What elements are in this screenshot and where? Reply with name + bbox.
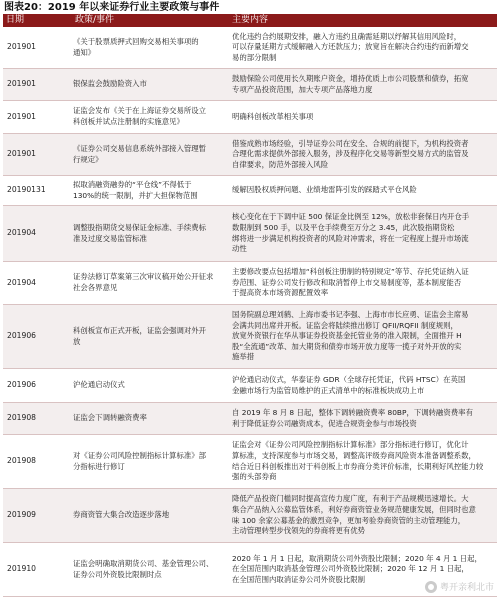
row-policy: 沪伦通启动仪式 [73,380,125,390]
table-row [3,262,497,305]
row-date: 201908 [7,413,36,423]
row-policy: 对《证券公司风险控制指标计算标准》部 分指标进行修订 [73,450,207,471]
row-date: 201901 [7,42,36,52]
row-date: 201909 [7,510,36,520]
row-policy: 券商资管大集合改造逐步落地 [73,510,170,520]
table-header [3,14,497,27]
row-content: 主要修改要点包括增加“科创板注册制的特别规定”等节、存托凭证纳入证 券范围、证券公司发行修改和取消暂停上市交易制度等，基本制度能否 于提高资本市场资源配置效率 [232,267,469,298]
table-row [3,101,497,134]
row-content: 鼓励保险公司使用长久期账户资金，增持优质上市公司股票和债券，拓宽 专项产品投资范围，加大专项产品落地力度 [232,73,469,94]
row-policy: 调整股指期货交易保证金标准、手续费标 准及过度交易监管标准 [73,222,207,243]
row-content: 明确科创板改革相关事项 [232,111,314,121]
header-date: 日期 [6,15,25,25]
row-policy: 证监会下调转融资费率 [73,413,147,423]
table-row [3,403,497,435]
row-content: 自 2019 年 8 月 8 日起，整体下调转融资费率 80BP，下调转融资费率有 利于降低证券公司融资成本，促进合规资金参与市场投资 [232,407,473,428]
row-policy: 拟取消融资融券的“平仓线”不得低于 130%的统一限制，并扩大担保物范围 [73,179,198,200]
row-date: 201910 [7,564,36,574]
table-row [3,435,497,489]
row-content: 缓解因股权质押问题、业绩地雷阵引发的踩踏式平仓风险 [232,185,417,195]
table-row [3,206,497,262]
row-policy: 科创板宣布正式开板，证监会强调对外开 放 [73,325,207,346]
row-date: 201901 [7,79,36,89]
row-content: 2020 年 1 月 1 日起，取消期货公司外资股比限制；2020 年 4 月 1 日起， 在全国范围内取消基金管理公司外资股比限制；2020 年 12 月 1 日起， 在全国范围内取消证券公司外资股比限制 [232,553,482,584]
row-date: 201904 [7,228,36,238]
row-policy: 证监会明确取消期货公司、基金管理公司、 证券公司外资股比限制时点 [73,558,214,579]
header-policy: 政策/事件 [75,15,115,25]
watermark-text: 粤开亲利北市 [439,583,494,593]
table-row [3,305,497,369]
row-content: 降低产品投资门槛同时提高宣传力度广度，有利于产品规模迅速增长。大 集合产品纳入公募监管体系，利好券商资管业务规范健康发展，但同时也意 味 100 余家公募基金的激烈竞争，更加考验券商资管的主动管理能力， 主动管理转型步伐领先的券商将更有优势 [232,494,476,536]
row-date: 201906 [7,331,36,341]
table-row [3,69,497,101]
row-date: 201904 [7,277,36,287]
row-date: 201906 [7,380,36,390]
watermark [425,580,494,593]
row-date: 201908 [7,456,36,466]
table-row [3,543,497,597]
row-policy: 银保监会鼓励险资入市 [73,79,147,89]
row-content: 核心变化在于下调中证 500 保证金比例至 12%，放松非套保日内开仓手 数限制到 500 手，以及平仓手续费至万分之 3.45，此次股指期货松 绑将进一步满足机构投资者的风险对冲需求，将在一定程度上提升市场流 动性 [232,212,470,254]
row-content: 国务院副总理刘鹤、上海市委书记李强、上海市市长应勇、证监会主席易 会满共同出席并开板。证监会将陆续推出修订 QFII/RQFII 制度规则， 放宽外资银行在华从事证券投资基金托管业务的准入限制，全面推开 H 股“全流通”改革、加大期货和债券市场开放力度等一揽子对外开放的实 施举措 [232,310,469,362]
header-content: 主要内容 [232,15,269,25]
row-content: 优化违约合约展期安排，融入方违约且确需延期以纾解其信用风险时， 可以存量延期方式缓解融入方还款压力；放宽旨在解决合约违约而新增交 易的部分限制 [232,31,469,62]
row-date: 201901 [7,149,36,159]
row-content: 证监会对《证券公司风险控制指标计算标准》部分指标进行修订，优化计 算标准，支持深度参与市场交易，调整高评级券商风险资本准备调整系数， 结合近日科创板推出对于科创板上市券商分类评价标准，长期利好风控能力较 强的头部券商 [232,440,484,482]
table-row [3,369,497,403]
row-policy: 《关于股票质押式回购交易相关事项的 通知》 [73,36,199,57]
figure-title: 图表20：2019 年以来证券行业主要政策与事件 [4,2,220,13]
table-row [3,489,497,543]
table-row [3,176,497,206]
row-date: 20190131 [7,185,46,195]
row-policy: 《证券公司交易信息系统外部接入管理暂 行规定》 [73,143,207,164]
row-date: 201901 [7,111,36,121]
row-content: 借鉴成熟市场经验，引导证券公司在安全、合规的前提下，为机构投资者 合理化需求提供外部接入服务，涉及程序化交易等新型交易方式的监管及 自律要求，防范外部接入风险 [232,138,469,169]
table-row [3,134,497,176]
watermark-logo-icon [425,581,437,593]
row-content: 沪伦通启动仪式，华泰证券 GDR（全球存托凭证，代码 HTSC）在英国 金融市场行为监管局维护的正式清单中的标准板块成功上市 [232,374,466,395]
table-row [3,27,497,69]
row-policy: 证监会发布《关于在上海证券交易所设立 科创板并试点注册制的实施意见》 [73,106,207,126]
row-policy: 证券法修订草案第三次审议稿开始公开征求 社会各界意见 [73,272,214,292]
